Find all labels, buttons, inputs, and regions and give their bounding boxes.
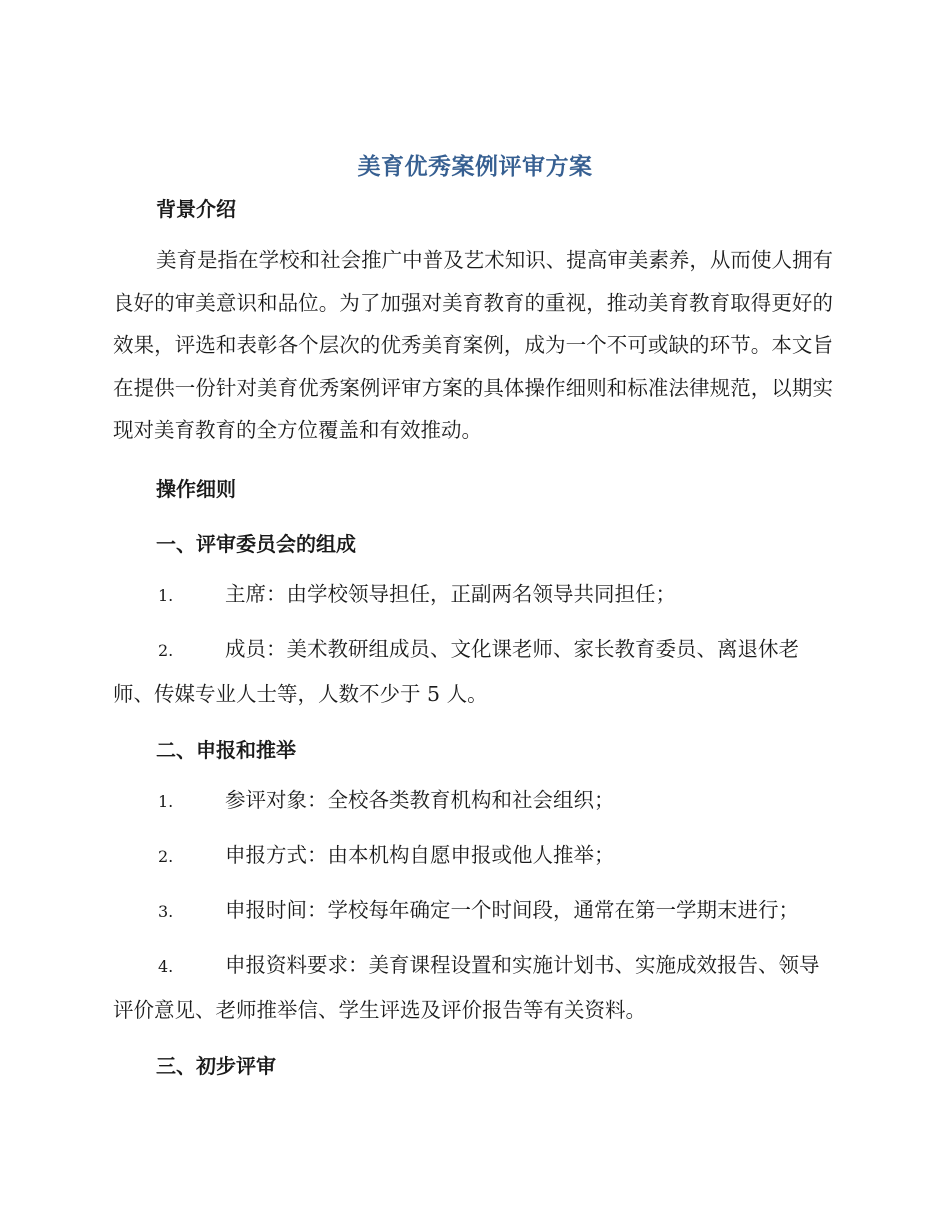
heading-section-1: 一、评审委员会的组成 [156, 532, 356, 556]
list-item-number: 2. [158, 847, 174, 866]
list-item-number: 3. [158, 902, 174, 921]
list-item-text: 申报时间：学校每年确定一个时间段，通常在第一学期末进行； [225, 898, 799, 922]
list-item [113, 889, 833, 934]
list-item-number: 4. [158, 957, 174, 976]
list-item [113, 779, 833, 824]
list-item-text: 参评对象：全校各类教育机构和社会组织； [225, 788, 615, 812]
list-item-number: 1. [158, 792, 174, 811]
list-item-text: 申报资料要求：美育课程设置和实施计划书、实施成效报告、领导评价意见、老师推举信、学生评选及评价报告等有关资料。 [113, 953, 820, 1022]
list-item [113, 834, 833, 879]
list-item-number: 1. [158, 586, 174, 605]
document-title: 美育优秀案例评审方案 [357, 154, 593, 180]
list-item-number: 2. [158, 641, 174, 660]
list-item-text: 成员：美术教研组成员、文化课老师、家长教育委员、离退休老师、传媒专业人士等，人数不少于 5 人。 [113, 637, 799, 706]
heading-section-3: 三、初步评审 [156, 1054, 276, 1078]
heading-section-2: 二、申报和推举 [156, 738, 296, 762]
list-item [113, 573, 833, 618]
list-item [113, 628, 833, 715]
heading-operations: 操作细则 [156, 477, 236, 501]
background-paragraph: 美育是指在学校和社会推广中普及艺术知识、提高审美素养，从而使人拥有良好的审美意识和品位。为了加强对美育教育的重视，推动美育教育取得更好的效果，评选和表彰各个层次的优秀美育案例，成为一个不可或缺的环节。本文旨在提供一份针对美育优秀案例评审方案的具体操作细则和标准法律规范，以期实现对美育教育的全方位覆盖和有效推动。 [113, 248, 833, 442]
heading-background: 背景介绍 [156, 197, 236, 221]
list-item [113, 944, 833, 1031]
list-item-text: 主席：由学校领导担任，正副两名领导共同担任； [225, 582, 676, 606]
list-item-text: 申报方式：由本机构自愿申报或他人推举； [225, 843, 615, 867]
